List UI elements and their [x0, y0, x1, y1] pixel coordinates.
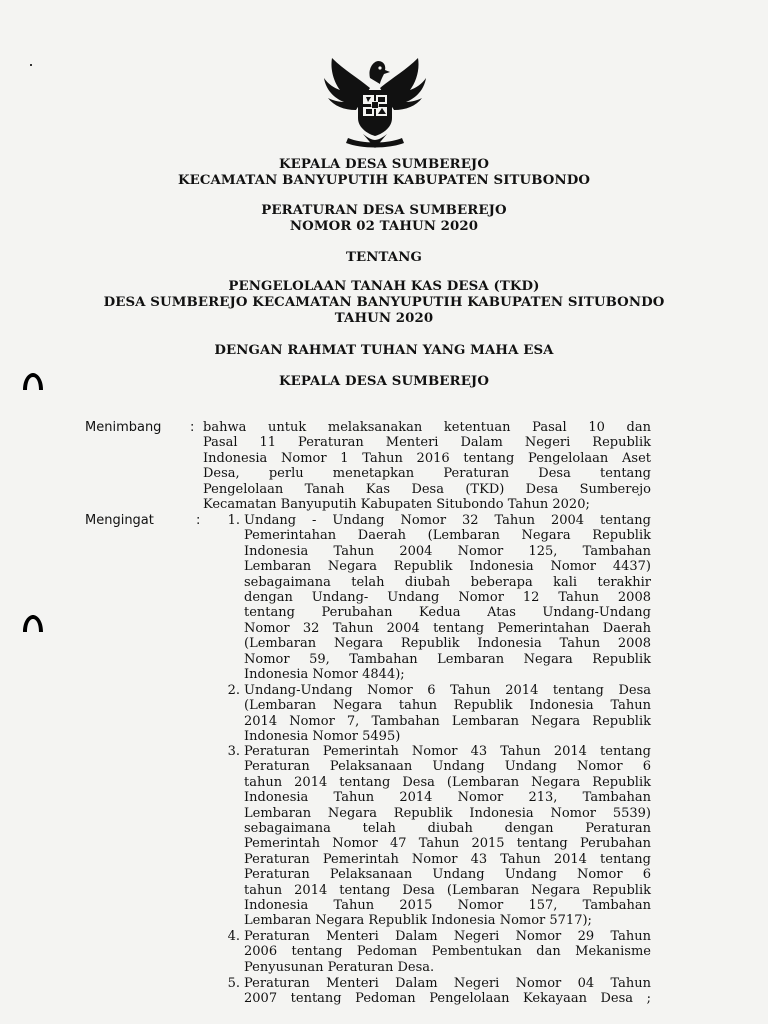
text-line: Indonesia Tahun 2015 Nomor 157, Tambahan	[244, 898, 651, 914]
text-line: tahun 2014 tentang Desa (Lembaran Negara Republik	[244, 882, 651, 898]
menimbang-label: Menimbang	[85, 420, 162, 435]
text-line: (Lembaran Negara Republik Indonesia Tahun 2008	[244, 636, 651, 652]
subject-line-3: TAHUN 2020	[334, 311, 434, 326]
item-number: 3.	[227, 744, 240, 759]
text-line: Pasal 11 Peraturan Menteri Dalam Negeri Republik	[203, 435, 651, 451]
text-line: Undang-Undang Nomor 6 Tahun 2014 tentang Desa	[244, 683, 651, 698]
item-number: 5.	[227, 976, 240, 991]
text-line: Undang - Undang Nomor 32 Tahun 2004 tentang	[244, 513, 651, 528]
text-line: Pemerintah Nomor 47 Tahun 2015 tentang Perubahan	[244, 836, 651, 852]
text-line: 2006 tentang Pedoman Pembentukan dan Mekanisme	[244, 944, 651, 960]
text-line: Peraturan Pelaksanaan Undang Undang Nomor 6	[244, 867, 651, 883]
text-line: Peraturan Menteri Dalam Negeri Nomor 29 Tahun	[244, 929, 651, 944]
text-line: Desa, perlu menetapkan Peraturan Desa tentang	[203, 466, 651, 482]
text-line: Pemerintahan Daerah (Lembaran Negara Republik	[244, 528, 651, 544]
mengingat-item-4	[244, 929, 651, 975]
scan-speck	[30, 64, 32, 66]
text-line: Indonesia Tahun 2014 Nomor 213, Tambahan	[244, 790, 651, 806]
item-number: 2.	[227, 683, 240, 698]
text-line: Indonesia Tahun 2004 Nomor 125, Tambahan	[244, 543, 651, 559]
item-number: 1.	[227, 513, 240, 528]
text-line: (Lembaran Negara tahun Republik Indonesia Tahun	[244, 698, 651, 714]
mengingat-item-5	[244, 976, 651, 1007]
mengingat-label: Mengingat	[85, 513, 154, 528]
text-line: sebagaimana telah diubah dengan Peraturan	[244, 821, 651, 837]
text-line: Indonesia Nomor 5495)	[244, 729, 401, 745]
text-line: tahun 2014 tentang Desa (Lembaran Negara Republik	[244, 774, 651, 790]
mengingat-item-1	[244, 513, 651, 682]
mengingat-colon: :	[196, 513, 201, 528]
punch-hole-icon	[20, 368, 46, 394]
text-line: dengan Undang- Undang Nomor 12 Tahun 2008	[244, 590, 651, 606]
text-line: Lembaran Negara Republik Indonesia Nomor 4437)	[244, 559, 651, 575]
text-line: 2014 Nomor 7, Tambahan Lembaran Negara Republik	[244, 713, 651, 729]
mengingat-item-3	[244, 744, 651, 929]
menimbang-colon: :	[190, 420, 195, 435]
text-line: Kecamatan Banyuputih Kabupaten Situbondo Tahun 2020;	[203, 497, 590, 513]
text-line: sebagaimana telah diubah beberapa kali terakhir	[244, 574, 651, 590]
text-line: Pengelolaan Tanah Kas Desa (TKD) Desa Sumberejo	[203, 481, 651, 497]
issuer-subtitle: KECAMATAN BANYUPUTIH KABUPATEN SITUBONDO	[177, 173, 591, 188]
subject-line-1: PENGELOLAAN TANAH KAS DESA (TKD)	[228, 279, 540, 294]
text-line: Penyusunan Peraturan Desa.	[244, 959, 435, 975]
menimbang-text	[203, 420, 651, 512]
about-heading: TENTANG	[346, 250, 422, 265]
text-line: tentang Perubahan Kedua Atas Undang-Undang	[244, 605, 651, 621]
text-line: 2007 tentang Pedoman Pengelolaan Kekayaan Desa ;	[244, 991, 651, 1007]
enactor-heading: KEPALA DESA SUMBEREJO	[279, 374, 489, 389]
issuer-title: KEPALA DESA SUMBEREJO	[279, 157, 489, 172]
text-line: Nomor 32 Tahun 2004 tentang Pemerintahan Daerah	[244, 620, 651, 636]
text-line: Peraturan Pemerintah Nomor 43 Tahun 2014 tentang	[244, 851, 651, 867]
text-line: Lembaran Negara Republik Indonesia Nomor 5717);	[244, 913, 592, 929]
subject-line-2: DESA SUMBEREJO KECAMATAN BANYUPUTIH KABUPATEN SITUBONDO	[103, 295, 665, 310]
text-line: Indonesia Nomor 1 Tahun 2016 tentang Pengelolaan Aset	[203, 450, 651, 466]
text-line: Nomor 59, Tambahan Lembaran Negara Republik	[244, 651, 651, 667]
text-line: Peraturan Menteri Dalam Negeri Nomor 04 Tahun	[244, 976, 651, 991]
item-number: 4.	[227, 929, 240, 944]
text-line: Lembaran Negara Republik Indonesia Nomor 5539)	[244, 805, 651, 821]
text-line: Peraturan Pelaksanaan Undang Undang Nomor 6	[244, 759, 651, 775]
blessing-heading: DENGAN RAHMAT TUHAN YANG MAHA ESA	[214, 343, 554, 358]
garuda-emblem-icon	[318, 48, 432, 152]
text-line: Peraturan Pemerintah Nomor 43 Tahun 2014 tentang	[244, 744, 651, 759]
regulation-title: PERATURAN DESA SUMBEREJO	[261, 203, 507, 218]
text-line: bahwa untuk melaksanakan ketentuan Pasal 10 dan	[203, 420, 651, 435]
text-line: Indonesia Nomor 4844);	[244, 667, 405, 683]
regulation-number: NOMOR 02 TAHUN 2020	[289, 219, 479, 234]
punch-hole-icon	[20, 610, 46, 636]
mengingat-item-2	[244, 683, 651, 745]
